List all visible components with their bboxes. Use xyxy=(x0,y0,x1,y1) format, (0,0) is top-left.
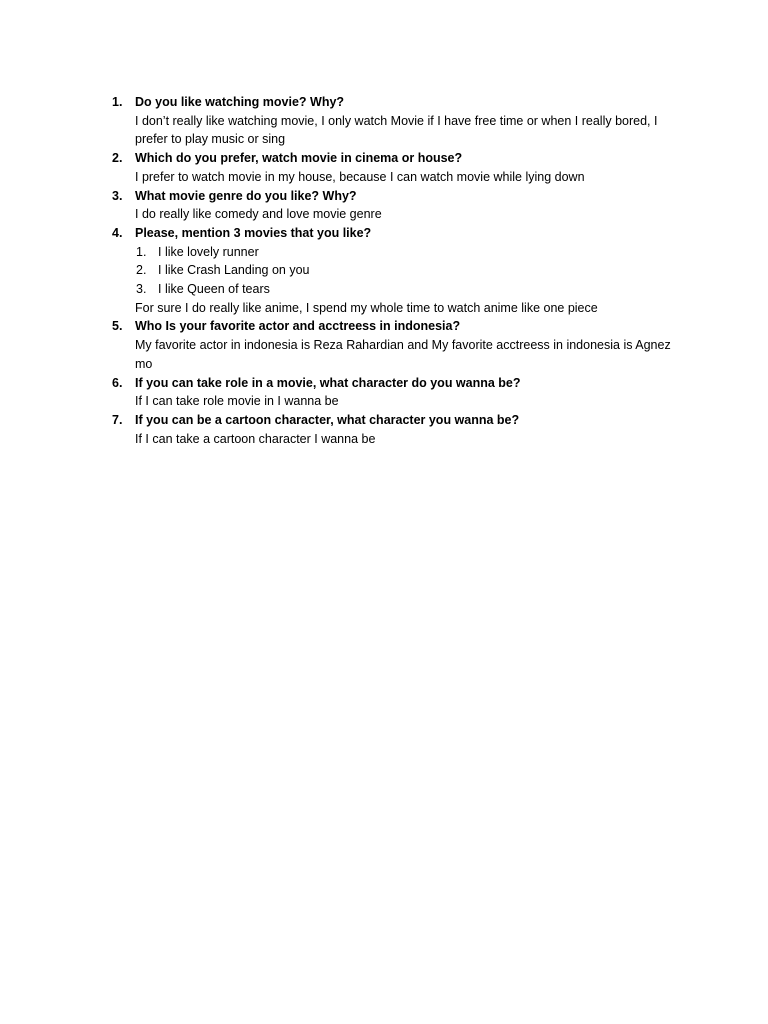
sub-item-number: 3. xyxy=(136,282,147,297)
item-number: 4. xyxy=(112,225,123,240)
question-text: Which do you prefer, watch movie in cinema or house? xyxy=(135,151,463,166)
answer-text: My favorite actor in indonesia is Reza Rahardian and My favorite acctreess in indonesia is Agnez mo xyxy=(135,338,671,371)
list-item-7 xyxy=(100,411,680,448)
item-number: 1. xyxy=(112,95,123,109)
item-number: 2. xyxy=(112,151,123,166)
answer-text: If I can take role movie in I wanna be xyxy=(135,394,339,409)
sub-item-number: 1. xyxy=(136,244,147,259)
sub-item-text: I like Crash Landing on you xyxy=(158,263,310,278)
item-number: 3. xyxy=(112,188,123,203)
question-text: If you can be a cartoon character, what character you wanna be? xyxy=(135,412,520,427)
item-number: 7. xyxy=(112,412,123,427)
answer-text: I don’t really like watching movie, I only watch Movie if I have free time or when I really bored, I prefer to play music or sing xyxy=(135,113,658,147)
sub-list-item-2 xyxy=(135,261,680,280)
sub-item-number: 2. xyxy=(136,263,147,278)
movie-sub-list xyxy=(135,243,680,299)
list-item-2 xyxy=(100,149,680,186)
answer-text: I prefer to watch movie in my house, because I can watch movie while lying down xyxy=(135,169,585,184)
item-number: 5. xyxy=(112,319,123,334)
list-item-4 xyxy=(100,224,680,318)
list-item-6 xyxy=(100,374,680,411)
list-item-3 xyxy=(100,187,680,224)
item-number: 6. xyxy=(112,375,123,390)
answer-text: If I can take a cartoon character I wanna be xyxy=(135,431,376,446)
sub-list-item-1 xyxy=(135,243,680,262)
question-text: Do you like watching movie? Why? xyxy=(135,95,345,109)
question-text: Who Is your favorite actor and acctreess in indonesia? xyxy=(135,319,461,334)
list-item-5 xyxy=(100,317,680,373)
sub-item-text: I like Queen of tears xyxy=(158,282,270,297)
answer-text: I do really like comedy and love movie genre xyxy=(135,207,382,222)
answer-text: For sure I do really like anime, I spend my whole time to watch anime like one piece xyxy=(135,300,598,315)
question-text: If you can take role in a movie, what character do you wanna be? xyxy=(135,375,521,390)
list-item-1 xyxy=(100,93,680,149)
question-text: Please, mention 3 movies that you like? xyxy=(135,225,372,240)
question-text: What movie genre do you like? Why? xyxy=(135,188,357,203)
sub-item-text: I like lovely runner xyxy=(158,244,259,259)
question-list xyxy=(100,93,680,448)
sub-list-item-3 xyxy=(135,280,680,299)
